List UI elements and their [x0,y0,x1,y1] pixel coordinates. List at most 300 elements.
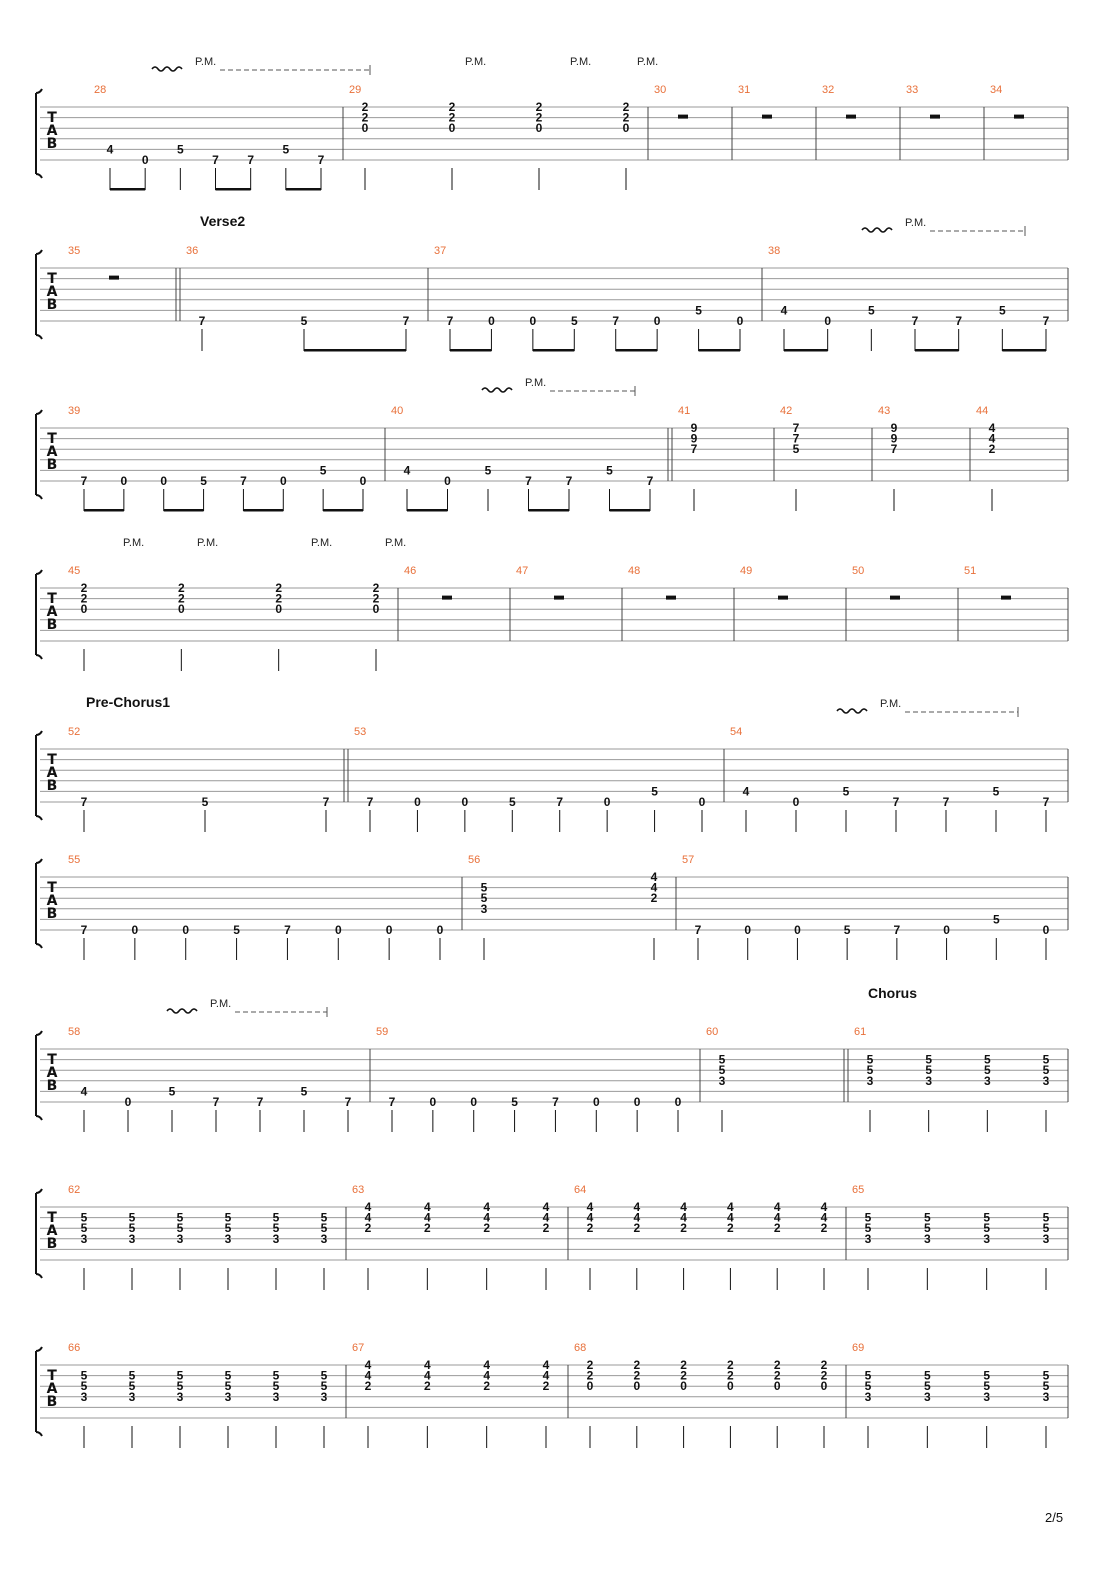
palm-mute-label: P.M. [465,56,487,68]
staff-bracket [36,859,42,948]
fret-number: 0 [429,1095,437,1109]
fret-number: 2 [680,1221,687,1236]
fret-number: 5 [983,1379,991,1394]
fret-number: 7 [893,923,901,937]
fret-number: 3 [1042,1073,1050,1088]
palm-mute-label: P.M. [311,537,333,549]
tab-clef-letter: T [47,271,57,287]
fret-number: 0 [275,602,283,617]
fret-number: 4 [483,1368,491,1383]
fret-number: 7 [646,474,654,488]
fret-number: 4 [80,1084,88,1099]
fret-number: 3 [272,1389,280,1404]
fret-number: 2 [988,442,996,457]
fret-number: 2 [650,891,658,906]
fret-number: 9 [890,421,898,435]
tab-clef-letter: A [46,444,58,460]
beam [533,349,574,352]
fret-number: 5 [570,314,578,328]
fret-number: 4 [423,1368,431,1383]
fret-number: 3 [1042,1389,1050,1404]
staff-bracket [36,1189,42,1278]
fret-number: 0 [160,474,168,488]
tab-clef-letter: B [46,906,58,922]
fret-number: 5 [923,1210,931,1225]
tab-system-7 [36,985,1068,1132]
fret-number: 2 [586,1358,594,1372]
fret-number: 4 [106,142,114,157]
palm-mute-label: P.M. [197,537,219,549]
fret-number: 2 [177,581,185,595]
fret-number: 0 [120,474,128,488]
beam [610,509,651,512]
fret-number: 2 [448,100,456,114]
fret-number: 5 [983,1368,991,1383]
fret-number: 7 [612,314,620,328]
fret-number: 2 [177,591,185,606]
tab-clef-letter: T [47,880,57,896]
fret-number: 3 [272,1231,280,1246]
fret-number: 4 [542,1358,550,1372]
fret-number: 2 [586,1368,594,1383]
fret-number: 5 [168,1084,176,1099]
fret-number: 2 [727,1358,734,1372]
whole-rest [762,115,772,119]
fret-number: 0 [622,121,630,136]
fret-number: 3 [864,1231,872,1246]
fret-number: 5 [320,1221,328,1236]
fret-number: 5 [606,463,613,478]
fret-number: 9 [890,431,898,446]
palm-mute-label: P.M. [637,56,659,68]
fret-number: 7 [552,1095,559,1109]
fret-number: 7 [388,1095,396,1109]
tab-clef-letter: B [46,297,58,313]
fret-number: 2 [372,591,380,606]
page-number: 2/5 [1045,1510,1064,1525]
fret-number: 7 [1042,314,1050,328]
fret-number: 2 [633,1368,641,1383]
vibrato-mark [837,709,867,713]
fret-number: 5 [272,1368,280,1383]
fret-number: 0 [736,314,744,328]
fret-number: 5 [319,463,327,478]
fret-number: 2 [727,1221,734,1236]
fret-number: 0 [1042,923,1050,937]
fret-number: 5 [843,923,851,937]
tab-clef-letter: B [46,457,58,473]
fret-number: 0 [674,1095,682,1109]
fret-number: 4 [633,1200,641,1214]
measure-number: 65 [852,1184,865,1196]
fret-number: 5 [320,1379,328,1394]
measure-number: 28 [94,84,107,96]
measure-number: 48 [628,565,641,577]
fret-number: 2 [773,1358,781,1372]
fret-number: 4 [483,1200,491,1214]
whole-rest [1014,115,1024,119]
fret-number: 5 [792,442,800,457]
fret-number: 2 [680,1358,687,1372]
fret-number: 0 [385,923,393,937]
fret-number: 5 [718,1063,726,1078]
tab-clef-letter: B [46,1394,58,1410]
fret-number: 2 [80,581,88,595]
fret-number: 3 [80,1389,88,1404]
fret-number: 0 [182,923,190,937]
measure-number: 42 [780,405,793,417]
fret-number: 7 [556,795,564,809]
section-label: Verse2 [200,213,246,229]
fret-number: 0 [131,923,139,937]
fret-number: 7 [892,795,900,809]
measure-number: 59 [376,1026,389,1038]
fret-number: 5 [1042,1210,1050,1225]
fret-number: 0 [744,923,752,937]
beam [450,349,491,352]
fret-number: 7 [80,923,88,937]
fret-number: 2 [423,1379,431,1394]
fret-number: 5 [282,142,290,157]
tab-clef-letter: T [47,752,57,768]
fret-number: 0 [773,1379,781,1394]
fret-number: 7 [80,795,88,809]
measure-number: 36 [186,245,199,257]
fret-number: 5 [695,303,702,318]
fret-number: 5 [992,912,1000,927]
tab-clef-letter: B [46,136,58,152]
tab-clef-letter: B [46,1078,58,1094]
fret-number: 2 [372,581,380,595]
fret-number: 3 [128,1389,136,1404]
section-label: Pre-Chorus1 [86,694,171,710]
fret-number: 5 [718,1052,726,1067]
fret-number: 5 [983,1052,991,1067]
measure-number: 60 [706,1026,719,1038]
palm-mute-label: P.M. [570,56,592,68]
fret-number: 5 [80,1210,88,1225]
whole-rest [678,115,688,119]
fret-number: 0 [361,121,369,136]
tab-clef-letter: A [46,604,58,620]
fret-number: 5 [983,1221,991,1236]
fret-number: 7 [317,153,325,167]
fret-number: 4 [483,1358,491,1372]
fret-number: 3 [80,1231,88,1246]
staff-bracket [36,731,42,820]
whole-rest [846,115,856,119]
fret-number: 5 [233,923,240,937]
fret-number: 5 [923,1368,931,1383]
fret-number: 4 [820,1210,828,1225]
fret-number: 4 [364,1200,372,1214]
fret-number: 2 [535,100,543,114]
beam [323,509,363,512]
measure-number: 37 [434,245,447,257]
fret-number: 4 [542,1200,550,1214]
beam [216,188,251,191]
fret-number: 7 [80,474,88,488]
fret-number: 0 [727,1379,734,1394]
fret-number: 5 [511,1095,518,1109]
fret-number: 0 [603,795,611,809]
tab-clef-letter: A [46,765,58,781]
fret-number: 7 [240,474,247,488]
measure-number: 41 [678,405,691,417]
measure-number: 56 [468,854,481,866]
fret-number: 7 [366,795,374,809]
fret-number: 0 [586,1379,594,1394]
measure-number: 49 [740,565,753,577]
fret-number: 2 [448,110,456,125]
fret-number: 3 [1042,1231,1050,1246]
fret-number: 5 [842,784,850,799]
measure-number: 50 [852,565,865,577]
fret-number: 3 [128,1231,136,1246]
fret-number: 0 [592,1095,600,1109]
fret-number: 4 [364,1210,372,1225]
tab-system-4 [36,537,1068,671]
measure-number: 31 [738,84,751,96]
fret-number: 7 [792,421,800,435]
fret-number: 4 [403,463,411,478]
beam [1002,349,1046,352]
measure-number: 64 [574,1184,587,1196]
fret-number: 3 [864,1389,872,1404]
fret-number: 7 [525,474,532,488]
fret-number: 2 [535,110,543,125]
beam [286,188,321,191]
fret-number: 3 [320,1389,328,1404]
fret-number: 7 [212,153,219,167]
tab-clef-letter: B [46,778,58,794]
tab-clef-letter: A [46,284,58,300]
fret-number: 2 [80,591,88,606]
fret-number: 5 [651,784,658,799]
fret-number: 5 [998,303,1006,318]
fret-number: 0 [820,1379,828,1394]
tab-system-6 [36,854,1068,960]
fret-number: 4 [780,303,788,318]
beam [110,188,145,191]
whole-rest [442,596,452,600]
whole-rest [890,596,900,600]
beam [304,349,406,352]
fret-number: 4 [542,1210,550,1225]
fret-number: 4 [650,870,658,884]
tab-clef-letter: T [47,1210,57,1226]
measure-number: 58 [68,1026,81,1038]
beam [164,509,204,512]
measure-number: 47 [516,565,529,577]
fret-number: 0 [372,602,380,617]
vibrato-mark [152,67,182,71]
measure-number: 40 [391,405,404,417]
measure-number: 34 [990,84,1003,96]
fret-number: 5 [128,1210,136,1225]
fret-number: 0 [436,923,444,937]
fret-number: 4 [423,1210,431,1225]
fret-number: 2 [773,1221,781,1236]
fret-number: 7 [792,431,800,446]
fret-number: 5 [983,1063,991,1078]
measure-number: 38 [768,245,781,257]
palm-mute-label: P.M. [385,537,407,549]
fret-number: 7 [911,314,919,328]
fret-number: 0 [535,121,543,136]
fret-number: 2 [622,110,630,125]
fret-number: 0 [653,314,661,328]
fret-number: 4 [680,1210,687,1225]
fret-number: 5 [176,1221,184,1236]
fret-number: 5 [923,1379,931,1394]
fret-number: 3 [925,1073,933,1088]
fret-number: 5 [272,1210,280,1225]
fret-number: 5 [80,1221,88,1236]
fret-number: 2 [542,1221,550,1236]
fret-number: 5 [200,474,207,488]
fret-number: 0 [461,795,469,809]
fret-number: 2 [423,1221,431,1236]
fret-number: 7 [942,795,950,809]
measure-number: 39 [68,405,81,417]
fret-number: 4 [483,1210,491,1225]
fret-number: 5 [1042,1063,1050,1078]
fret-number: 2 [820,1358,828,1372]
palm-mute-label: P.M. [210,998,232,1010]
measure-number: 55 [68,854,81,866]
fret-number: 5 [176,1379,184,1394]
tab-clef-letter: B [46,617,58,633]
tab-clef-letter: B [46,1236,58,1252]
fret-number: 5 [224,1379,232,1394]
fret-number: 3 [866,1073,874,1088]
fret-number: 0 [124,1095,132,1109]
fret-number: 7 [890,442,898,457]
fret-number: 4 [742,784,750,799]
fret-number: 5 [1042,1052,1050,1067]
tab-clef-letter: A [46,1065,58,1081]
fret-number: 5 [176,142,184,157]
fret-number: 4 [633,1210,641,1225]
fret-number: 5 [128,1368,136,1383]
vibrato-mark [482,388,512,392]
fret-number: 7 [247,153,255,167]
fret-number: 0 [414,795,421,809]
fret-number: 5 [300,1084,308,1099]
tab-clef-letter: T [47,1368,57,1384]
fret-number: 0 [80,602,88,617]
fret-number: 2 [622,100,630,114]
fret-number: 7 [1042,795,1050,809]
fret-number: 9 [690,431,698,446]
fret-number: 7 [284,923,291,937]
fret-number: 5 [320,1210,328,1225]
fret-number: 0 [359,474,367,488]
measure-number: 63 [352,1184,365,1196]
fret-number: 4 [988,431,996,446]
fret-number: 0 [470,1095,478,1109]
fret-number: 5 [480,880,488,895]
beam [699,349,740,352]
fret-number: 4 [727,1200,734,1214]
fret-number: 4 [988,421,996,435]
fret-number: 5 [925,1063,933,1078]
fret-number: 5 [176,1368,184,1383]
whole-rest [109,276,119,280]
palm-mute-label: P.M. [880,698,902,710]
tab-clef-letter: T [47,110,57,126]
fret-number: 5 [864,1210,872,1225]
fret-number: 0 [943,923,950,937]
whole-rest [666,596,676,600]
fret-number: 2 [820,1221,828,1236]
fret-number: 5 [224,1210,232,1225]
fret-number: 0 [633,1095,641,1109]
measure-number: 57 [682,854,695,866]
fret-number: 7 [198,314,206,328]
fret-number: 3 [176,1389,184,1404]
tab-clef-letter: A [46,1223,58,1239]
fret-number: 5 [866,1052,874,1067]
fret-number: 0 [824,314,832,328]
fret-number: 5 [128,1379,136,1394]
fret-number: 5 [867,303,875,318]
staff-bracket [36,1031,42,1120]
fret-number: 5 [866,1063,874,1078]
fret-number: 5 [925,1052,933,1067]
fret-number: 5 [992,784,1000,799]
fret-number: 5 [480,891,488,906]
tab-system-2 [36,213,1068,352]
beam [84,509,124,512]
fret-number: 5 [864,1379,872,1394]
fret-number: 4 [586,1210,594,1225]
fret-number: 4 [423,1200,431,1214]
fret-number: 7 [212,1095,220,1109]
tab-clef-letter: A [46,893,58,909]
whole-rest [778,596,788,600]
vibrato-mark [167,1009,197,1013]
tab-clef-letter: T [47,431,57,447]
fret-number: 5 [864,1368,872,1383]
measure-number: 44 [976,405,989,417]
staff-bracket [36,410,42,499]
measure-number: 69 [852,1342,865,1354]
staff-bracket [36,1347,42,1436]
palm-mute-label: P.M. [123,537,145,549]
fret-number: 7 [446,314,454,328]
fret-number: 5 [201,795,209,809]
whole-rest [930,115,940,119]
fret-number: 7 [344,1095,352,1109]
fret-number: 2 [483,1379,491,1394]
fret-number: 7 [322,795,330,809]
fret-number: 0 [680,1379,687,1394]
measure-number: 32 [822,84,835,96]
fret-number: 0 [279,474,287,488]
fret-number: 3 [923,1231,931,1246]
fret-number: 2 [680,1368,687,1383]
whole-rest [554,596,564,600]
fret-number: 2 [364,1221,372,1236]
fret-number: 4 [423,1358,431,1372]
fret-number: 2 [633,1358,641,1372]
measure-number: 43 [878,405,891,417]
beam [243,509,283,512]
beam [915,349,959,352]
fret-number: 0 [141,153,149,167]
